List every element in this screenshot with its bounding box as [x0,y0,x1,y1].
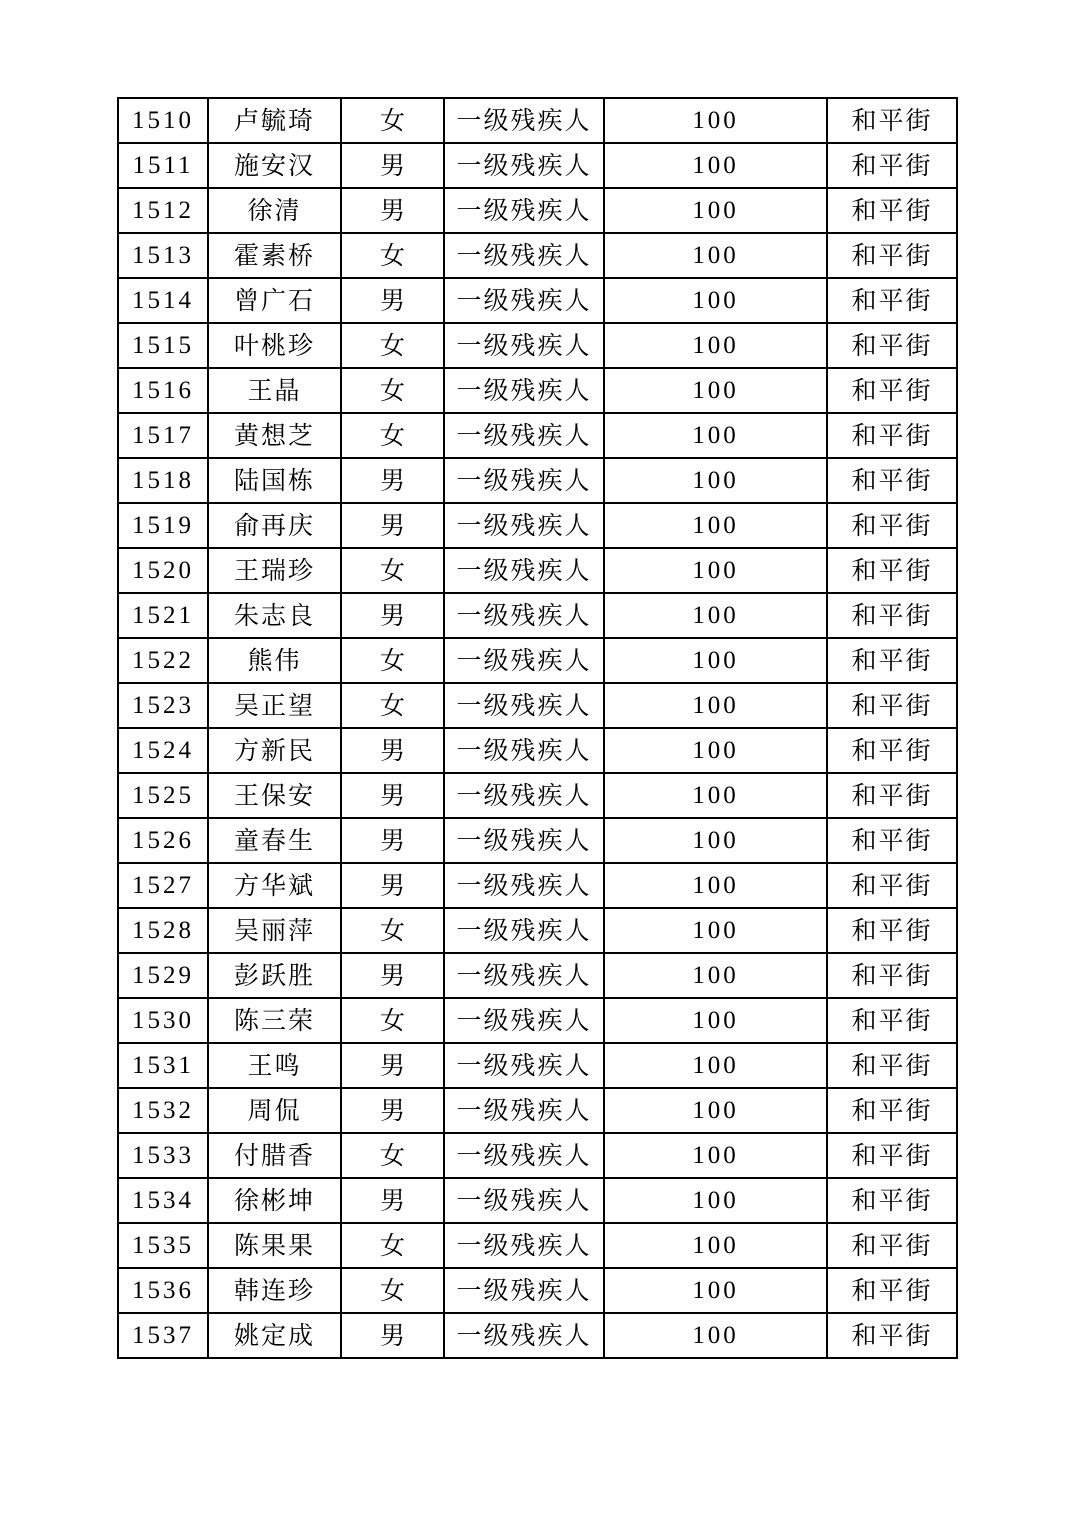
cell-name: 韩连珍 [208,1268,341,1313]
cell-number: 1523 [118,683,208,728]
cell-street: 和平街 [827,998,957,1043]
cell-gender: 男 [341,458,444,503]
table-row [118,1223,957,1268]
cell-gender: 男 [341,773,444,818]
table-row [118,548,957,593]
cell-number: 1524 [118,728,208,773]
cell-street: 和平街 [827,143,957,188]
cell-category: 一级残疾人 [444,1133,604,1178]
cell-category: 一级残疾人 [444,368,604,413]
cell-number: 1530 [118,998,208,1043]
cell-category: 一级残疾人 [444,863,604,908]
cell-category: 一级残疾人 [444,413,604,458]
cell-amount: 100 [604,233,827,278]
cell-street: 和平街 [827,413,957,458]
cell-amount: 100 [604,548,827,593]
cell-category: 一级残疾人 [444,953,604,998]
table-row [118,143,957,188]
table-row [118,728,957,773]
cell-name: 黄想芝 [208,413,341,458]
cell-number: 1536 [118,1268,208,1313]
cell-number: 1537 [118,1313,208,1358]
cell-street: 和平街 [827,1223,957,1268]
cell-gender: 男 [341,728,444,773]
cell-number: 1534 [118,1178,208,1223]
cell-amount: 100 [604,458,827,503]
cell-amount: 100 [604,1223,827,1268]
cell-gender: 女 [341,998,444,1043]
cell-street: 和平街 [827,593,957,638]
cell-number: 1511 [118,143,208,188]
cell-street: 和平街 [827,1178,957,1223]
cell-gender: 女 [341,323,444,368]
cell-category: 一级残疾人 [444,233,604,278]
cell-gender: 女 [341,1223,444,1268]
roster-table-body [118,98,957,1358]
cell-number: 1526 [118,818,208,863]
table-row [118,863,957,908]
cell-gender: 女 [341,233,444,278]
cell-gender: 女 [341,683,444,728]
cell-street: 和平街 [827,323,957,368]
table-row [118,1133,957,1178]
cell-gender: 女 [341,368,444,413]
cell-category: 一级残疾人 [444,728,604,773]
cell-name: 吴正望 [208,683,341,728]
table-row [118,458,957,503]
cell-name: 卢毓琦 [208,98,341,143]
roster-table [117,97,958,1359]
cell-street: 和平街 [827,863,957,908]
cell-amount: 100 [604,188,827,233]
cell-gender: 男 [341,1088,444,1133]
cell-number: 1516 [118,368,208,413]
cell-name: 周侃 [208,1088,341,1133]
cell-name: 陆国栋 [208,458,341,503]
cell-amount: 100 [604,413,827,458]
cell-amount: 100 [604,638,827,683]
cell-name: 徐清 [208,188,341,233]
cell-category: 一级残疾人 [444,143,604,188]
cell-category: 一级残疾人 [444,1223,604,1268]
cell-number: 1528 [118,908,208,953]
cell-amount: 100 [604,323,827,368]
cell-name: 曾广石 [208,278,341,323]
cell-amount: 100 [604,683,827,728]
table-row [118,773,957,818]
cell-street: 和平街 [827,953,957,998]
cell-name: 施安汉 [208,143,341,188]
cell-street: 和平街 [827,1043,957,1088]
cell-amount: 100 [604,143,827,188]
cell-category: 一级残疾人 [444,1178,604,1223]
table-row [118,818,957,863]
cell-category: 一级残疾人 [444,773,604,818]
cell-category: 一级残疾人 [444,998,604,1043]
cell-number: 1529 [118,953,208,998]
cell-number: 1515 [118,323,208,368]
table-row [118,908,957,953]
table-row [118,1043,957,1088]
cell-amount: 100 [604,818,827,863]
cell-gender: 男 [341,863,444,908]
cell-name: 俞再庆 [208,503,341,548]
table-row [118,1178,957,1223]
cell-name: 童春生 [208,818,341,863]
cell-gender: 女 [341,413,444,458]
cell-number: 1517 [118,413,208,458]
cell-amount: 100 [604,863,827,908]
cell-name: 方新民 [208,728,341,773]
cell-number: 1532 [118,1088,208,1133]
cell-category: 一级残疾人 [444,908,604,953]
cell-amount: 100 [604,278,827,323]
cell-category: 一级残疾人 [444,1043,604,1088]
table-row [118,683,957,728]
cell-gender: 男 [341,953,444,998]
cell-name: 方华斌 [208,863,341,908]
table-row [118,1088,957,1133]
cell-gender: 男 [341,1178,444,1223]
table-row [118,1313,957,1358]
table-row [118,998,957,1043]
cell-name: 姚定成 [208,1313,341,1358]
cell-amount: 100 [604,908,827,953]
cell-name: 霍素桥 [208,233,341,278]
table-row [118,233,957,278]
cell-name: 王鸣 [208,1043,341,1088]
cell-street: 和平街 [827,188,957,233]
cell-name: 王保安 [208,773,341,818]
cell-street: 和平街 [827,638,957,683]
table-row [118,413,957,458]
cell-name: 王晶 [208,368,341,413]
cell-amount: 100 [604,1268,827,1313]
cell-gender: 男 [341,188,444,233]
cell-amount: 100 [604,1043,827,1088]
table-row [118,953,957,998]
cell-name: 叶桃珍 [208,323,341,368]
cell-amount: 100 [604,1133,827,1178]
cell-number: 1527 [118,863,208,908]
cell-number: 1531 [118,1043,208,1088]
cell-name: 熊伟 [208,638,341,683]
cell-gender: 女 [341,1133,444,1178]
cell-category: 一级残疾人 [444,548,604,593]
cell-category: 一级残疾人 [444,683,604,728]
table-row [118,368,957,413]
cell-street: 和平街 [827,908,957,953]
cell-number: 1521 [118,593,208,638]
cell-number: 1533 [118,1133,208,1178]
cell-amount: 100 [604,1313,827,1358]
cell-number: 1512 [118,188,208,233]
cell-amount: 100 [604,773,827,818]
cell-category: 一级残疾人 [444,503,604,548]
cell-name: 付腊香 [208,1133,341,1178]
cell-category: 一级残疾人 [444,1268,604,1313]
cell-amount: 100 [604,368,827,413]
cell-street: 和平街 [827,458,957,503]
cell-number: 1535 [118,1223,208,1268]
cell-gender: 男 [341,1043,444,1088]
cell-street: 和平街 [827,773,957,818]
table-row [118,323,957,368]
cell-number: 1519 [118,503,208,548]
cell-category: 一级残疾人 [444,278,604,323]
cell-gender: 女 [341,638,444,683]
cell-street: 和平街 [827,683,957,728]
cell-street: 和平街 [827,1133,957,1178]
cell-street: 和平街 [827,728,957,773]
cell-category: 一级残疾人 [444,323,604,368]
cell-number: 1525 [118,773,208,818]
cell-number: 1513 [118,233,208,278]
cell-street: 和平街 [827,1313,957,1358]
cell-amount: 100 [604,953,827,998]
cell-name: 徐彬坤 [208,1178,341,1223]
cell-name: 陈三荣 [208,998,341,1043]
table-row [118,593,957,638]
cell-gender: 女 [341,548,444,593]
cell-gender: 女 [341,1268,444,1313]
table-row [118,98,957,143]
cell-category: 一级残疾人 [444,638,604,683]
cell-number: 1522 [118,638,208,683]
cell-name: 吴丽萍 [208,908,341,953]
cell-category: 一级残疾人 [444,1088,604,1133]
cell-gender: 女 [341,908,444,953]
cell-amount: 100 [604,1088,827,1133]
cell-street: 和平街 [827,98,957,143]
cell-number: 1514 [118,278,208,323]
cell-street: 和平街 [827,1088,957,1133]
cell-gender: 男 [341,1313,444,1358]
table-row [118,278,957,323]
cell-street: 和平街 [827,278,957,323]
table-row [118,1268,957,1313]
cell-gender: 男 [341,278,444,323]
cell-name: 王瑞珍 [208,548,341,593]
cell-street: 和平街 [827,503,957,548]
table-row [118,638,957,683]
cell-category: 一级残疾人 [444,188,604,233]
cell-name: 朱志良 [208,593,341,638]
cell-amount: 100 [604,1178,827,1223]
cell-gender: 男 [341,143,444,188]
cell-gender: 男 [341,818,444,863]
cell-street: 和平街 [827,368,957,413]
cell-category: 一级残疾人 [444,1313,604,1358]
cell-name: 陈果果 [208,1223,341,1268]
cell-street: 和平街 [827,233,957,278]
cell-amount: 100 [604,503,827,548]
cell-gender: 女 [341,98,444,143]
cell-amount: 100 [604,593,827,638]
cell-street: 和平街 [827,548,957,593]
table-row [118,503,957,548]
cell-number: 1520 [118,548,208,593]
cell-amount: 100 [604,728,827,773]
cell-category: 一级残疾人 [444,818,604,863]
table-row [118,188,957,233]
cell-gender: 男 [341,503,444,548]
cell-name: 彭跃胜 [208,953,341,998]
cell-number: 1518 [118,458,208,503]
cell-amount: 100 [604,998,827,1043]
cell-category: 一级残疾人 [444,593,604,638]
cell-amount: 100 [604,98,827,143]
cell-category: 一级残疾人 [444,458,604,503]
cell-street: 和平街 [827,1268,957,1313]
cell-category: 一级残疾人 [444,98,604,143]
cell-street: 和平街 [827,818,957,863]
cell-gender: 男 [341,593,444,638]
cell-number: 1510 [118,98,208,143]
